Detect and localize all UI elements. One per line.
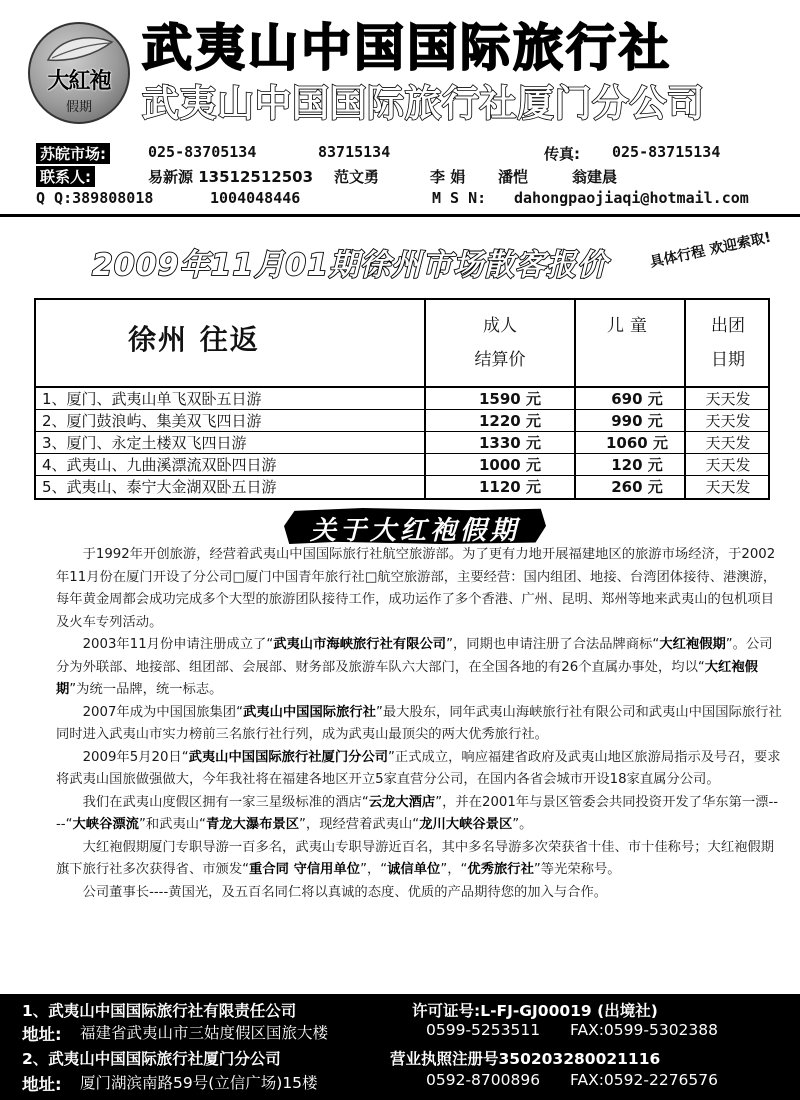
company-2-license: 营业执照注册号350203280021116: [390, 1050, 661, 1068]
about-p3-text-a: 2007年成为中国国旅集团“: [82, 704, 243, 720]
company-2-address: 厦门湖滨南路59号(立信广场)15楼: [80, 1074, 318, 1092]
child-price-cell: 690 元: [574, 388, 684, 410]
about-p4-company: 武夷山中国国际旅行社厦门分公司: [188, 749, 389, 765]
company-1-address: 福建省武夷山市三姑度假区国旅大楼: [80, 1024, 329, 1042]
branch-title: 武夷山中国国际旅行社厦门分公司: [142, 82, 705, 125]
company-2-name: 2、武夷山中国国际旅行社厦门分公司: [22, 1050, 281, 1068]
market-phone-2: 83715134: [318, 143, 391, 161]
market-label: 苏皖市场:: [36, 143, 110, 164]
company-1-license: 许可证号:L-FJ-GJ00019 (出境社): [412, 1002, 658, 1020]
departure-cell: 天天发: [684, 410, 770, 432]
contact-person-2: 范文勇: [334, 168, 380, 186]
address-label-2: 地址:: [22, 1075, 62, 1094]
about-p6-award-1: 重合同 守信用单位: [249, 862, 361, 877]
about-p5-text-i: ”。: [512, 817, 533, 832]
header-divider: [0, 214, 800, 217]
about-p7-text: 公司董事长----黄国光，及五百名同仁将以真诚的态度、优质的产品期待您的加入与合作。: [82, 884, 608, 900]
contact-person-3: 李 娟: [430, 168, 466, 186]
contact-block: [36, 143, 796, 211]
adult-price-cell: 1590 元: [424, 388, 574, 410]
route-cell: 5、武夷山、泰宁大金湖双卧五日游: [42, 478, 277, 496]
tea-leaf-icon: [40, 32, 120, 66]
company-2-fax: FAX:0592-2276576: [570, 1071, 719, 1089]
about-p1-text: 于1992年开创旅游，经营着武夷山中国国际旅行社航空旅游部。为了更有力地开展福建地区的旅游市场经济，于2002年11月份在厦门开设了分公司□厦门中国青年旅行社□航空旅游部，主要经营：国内组团、地接、台湾团体接待、港澳游，每年黄金周都会成功完成多个大型的旅游团队接待工作，成功运作了多个香港、广州、昆明、郑州等地来武夷山的包机项目及火车专列活动。: [56, 547, 777, 630]
col-adult-label-1: 成人: [483, 316, 517, 336]
col-child: [574, 300, 684, 386]
about-p5-hotel: 云龙大酒店: [368, 794, 436, 810]
about-p5-rafting: 大峡谷漂流: [72, 817, 139, 832]
col-adult-label-2: 结算价: [474, 350, 526, 370]
about-heading-banner: [284, 508, 546, 544]
route-cell: 3、厦门、永定土楼双飞四日游: [42, 434, 247, 452]
about-p5-text-e: ”和武夷山“: [138, 817, 206, 832]
logo-main-text: 大紅袍: [47, 68, 111, 94]
col-adult: [424, 300, 574, 386]
about-p6-award-3: 优秀旅行社: [467, 862, 534, 877]
departure-cell: 天天发: [684, 432, 770, 454]
footer-address-2: [22, 1071, 719, 1095]
col-route: [36, 300, 424, 386]
about-p6-text-e: ”，“: [440, 862, 468, 877]
msn-label: M S N:: [432, 189, 487, 207]
about-p6-text-c: ”，“: [360, 862, 388, 877]
price-title: 2009年11月01期徐州市场散客报价: [92, 248, 608, 283]
table-row: [36, 476, 768, 498]
about-p3-text-c: ”最大股东，同年武夷山海峡旅行社有限公司和武夷山中国国际旅行社同时进入武夷山市实力榜前三名旅行社行列，成为武夷山最顶尖的两大优秀旅行社。: [56, 704, 782, 742]
logo-sub-text: 假期: [65, 100, 92, 115]
about-paragraph-7: [56, 882, 782, 905]
footer-company-1: [22, 999, 658, 1021]
about-paragraph-6: [26, 837, 782, 882]
adult-price-cell: 1120 元: [424, 476, 574, 498]
child-price-cell: 120 元: [574, 454, 684, 476]
col-route-label: 徐州 往返: [128, 323, 260, 356]
route-cell: 2、厦门鼓浪屿、集美双飞四日游: [42, 412, 262, 430]
about-p2-text-g: ”为统一品牌，统一标志。: [69, 682, 223, 697]
about-p4-text-c: ”正式成立，响应福建省政府及武夷山地区旅游局指示及号召，要求将武夷山国旅做强做大，今年我社将在福建各地区开立5家直营分公司，在国内各省会城市开设18家直属分公司。: [56, 749, 781, 787]
table-row: [36, 454, 768, 476]
table-row: [36, 410, 768, 432]
table-row: [36, 432, 768, 454]
contact-row-online: [36, 189, 749, 207]
col-date-label-2: 日期: [711, 350, 745, 370]
contact-row-market: [36, 143, 721, 164]
msn-address: dahongpaojiaqi@hotmail.com: [514, 189, 749, 207]
company-2-phone: 0592-8700896: [426, 1071, 541, 1089]
fax-label: 传真:: [544, 145, 580, 163]
col-date: [684, 300, 770, 386]
contacts-label: 联系人:: [36, 166, 95, 187]
col-date-label-1: 出团: [711, 316, 745, 336]
contact-row-people: [36, 166, 618, 187]
about-p4-text-a: 2009年5月20日“: [82, 749, 189, 765]
route-cell: 1、厦门、武夷山单飞双卧五日游: [42, 390, 262, 408]
qq-number: Q Q:389808018: [36, 189, 154, 207]
table-row: [36, 388, 768, 410]
about-p5-canyon: 龙川大峡谷景区: [419, 817, 513, 832]
about-p2-company: 武夷山市海峡旅行社有限公司: [273, 637, 447, 652]
adult-price-cell: 1220 元: [424, 410, 574, 432]
market-phone-1: 025-83705134: [148, 143, 257, 161]
price-note: 具体行程 欢迎索取!: [648, 229, 773, 271]
company-1-phone: 0599-5253511: [426, 1021, 541, 1039]
departure-cell: 天天发: [684, 388, 770, 410]
adult-price-cell: 1330 元: [424, 432, 574, 454]
about-p5-text-c: ”，并在2001年与景区管委会共同投资开发了华东第一漂----“: [56, 794, 779, 832]
contact-person-1: 易新源 13512512503: [148, 168, 314, 186]
price-table: [34, 298, 770, 500]
company-1-fax: FAX:0599-5302388: [570, 1021, 719, 1039]
about-text: [56, 544, 782, 904]
col-child-label: 儿童: [607, 316, 653, 336]
about-paragraph-1: [56, 544, 782, 634]
footer-address-1: [22, 1021, 719, 1045]
about-p5-waterfall: 青龙大瀑布景区: [205, 817, 300, 832]
about-paragraph-2: [26, 634, 782, 702]
departure-cell: 天天发: [684, 454, 770, 476]
about-paragraph-3: [26, 702, 782, 747]
about-p2-text-a: 2003年11月份申请注册成立了“: [82, 637, 274, 652]
about-paragraph-4: [26, 747, 782, 792]
about-p2-text-c: ”，同期也申请注册了合法品牌商标“: [446, 637, 660, 652]
about-p2-brand: 大红袍假期: [659, 637, 726, 652]
about-p5-text-a: 我们在武夷山度假区拥有一家三星级标准的酒店“: [82, 794, 369, 810]
departure-cell: 天天发: [684, 476, 770, 498]
brand-logo: [28, 22, 130, 124]
header: [0, 0, 800, 142]
fax-number: 025-83715134: [612, 143, 721, 161]
adult-price-cell: 1000 元: [424, 454, 574, 476]
child-price-cell: 1060 元: [574, 432, 684, 454]
footer: [0, 994, 800, 1100]
about-p6-text-g: ”等光荣称号。: [533, 862, 621, 877]
about-p2-brand-2: 大红袍假期: [56, 659, 758, 697]
agency-title: 武夷山中国国际旅行社: [142, 19, 672, 77]
child-price-cell: 990 元: [574, 410, 684, 432]
price-table-header: [36, 300, 768, 388]
contact-person-4: 潘恺: [498, 168, 529, 186]
qq-number-2: 1004048446: [210, 189, 301, 207]
about-heading: 关于大红袍假期: [309, 516, 520, 546]
about-p5-text-g: ”，现经营着武夷山“: [299, 817, 420, 832]
address-label-1: 地址:: [22, 1025, 62, 1044]
company-1-name: 1、武夷山中国国际旅行社有限责任公司: [22, 1002, 297, 1020]
about-paragraph-5: [26, 792, 782, 837]
about-p2-text-e: ”。公司分为外联部、地接部、组团部、会展部、财务部及旅游车队六大部门，在全国各地的有26个直属办事处，均以“: [56, 637, 773, 675]
route-cell: 4、武夷山、九曲溪漂流双卧四日游: [42, 456, 277, 474]
child-price-cell: 260 元: [574, 476, 684, 498]
about-p6-text-a: 大红袍假期厦门专职导游一百多名，武夷山专职导游近百名，其中多名导游多次荣获省十佳、市十佳称号；大红袍假期旗下旅行社多次获得省、市颁发“: [56, 839, 775, 877]
about-p3-company: 武夷山中国国际旅行社: [243, 704, 376, 720]
footer-company-2: [22, 1047, 661, 1069]
contact-person-5: 翁建晨: [572, 168, 618, 186]
about-p6-award-2: 诚信单位: [387, 862, 441, 877]
